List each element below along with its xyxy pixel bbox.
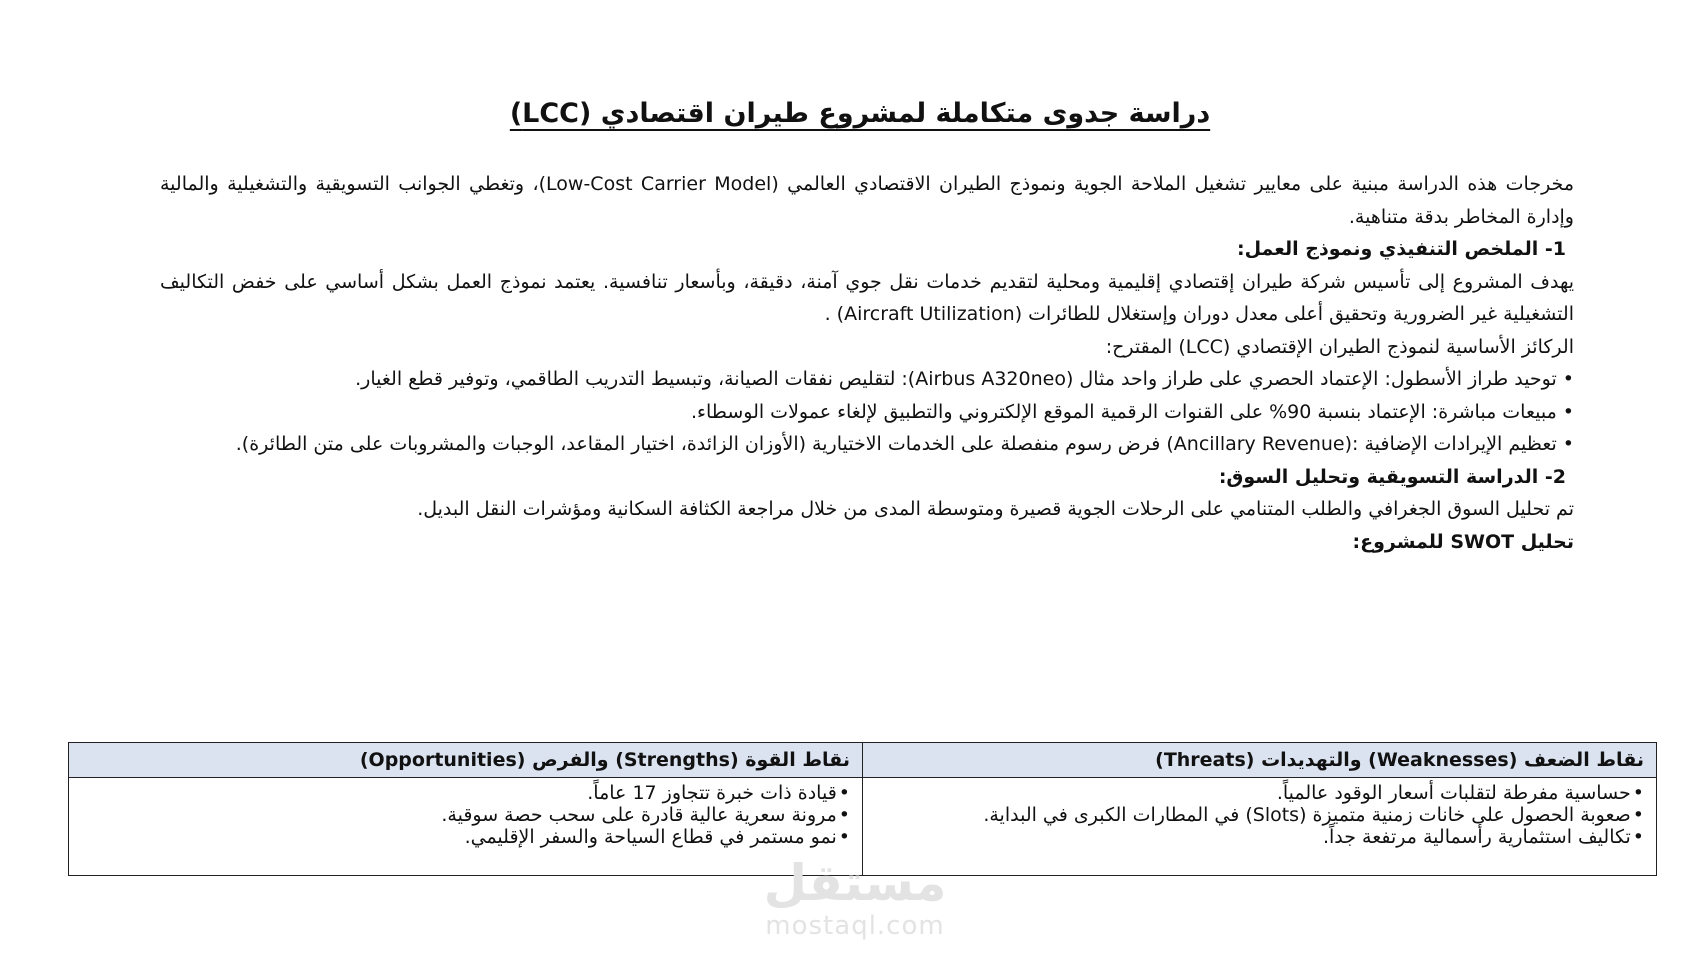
swot-body-row (69, 778, 1657, 876)
weakness-item: • تكاليف استثمارية رأسمالية مرتفعة جداً. (875, 826, 1644, 848)
section-1-paragraph: يهدف المشروع إلى تأسيس شركة طيران إقتصادي إقليمية ومحلية لتقديم خدمات نقل جوي آمنة، دقيقة، وبأسعار تنافسية. يعتمد نموذج العمل بشكل أساسي على خفض التكاليف التشغيلية غير الضرورية وتحقيق أعلى معدل دوران وإستغلال للطائرات (Aircraft Utilization) . (160, 270, 1574, 325)
pillar-item: • توحيد طراز الأسطول: الإعتماد الحصري على طراز واحد مثال (Airbus A320neo): لتقليص نفقات الصيانة، وتبسيط التدريب الطاقمي، وتوفير قطع الغيار. (160, 363, 1574, 396)
weaknesses-cell (863, 778, 1657, 876)
swot-header-row (69, 743, 1657, 778)
weaknesses-list (875, 782, 1644, 848)
section-2-heading: 2- الدراسة التسويقية وتحليل السوق: (1218, 465, 1566, 488)
strength-item: • قيادة ذات خبرة تتجاوز 17 عاماً. (81, 782, 850, 804)
document-title: دراسة جدوى متكاملة لمشروع طيران اقتصادي (LCC) (509, 98, 1211, 129)
swot-heading: تحليل SWOT للمشروع: (1352, 530, 1574, 553)
strength-item: • مرونة سعرية عالية قادرة على سحب حصة سوقية. (81, 804, 850, 826)
pillars-list (160, 363, 1574, 461)
pillar-item: • مبيعات مباشرة: الإعتماد بنسبة 90% على القنوات الرقمية الموقع الإلكتروني والتطبيق لإلغاء عمولات الوسطاء. (160, 396, 1574, 429)
section-2-paragraph: تم تحليل السوق الجغرافي والطلب المتنامي على الرحلات الجوية قصيرة ومتوسطة المدى من خلال مراجعة الكثافة السكانية ومؤشرات النقل البديل. (417, 498, 1574, 520)
document-body (160, 168, 1574, 558)
watermark-logo: مستقل (763, 854, 947, 912)
section-1-heading: 1- الملخص التنفيذي ونموذج العمل: (1236, 238, 1566, 260)
strength-item: • نمو مستمر في قطاع السياحة والسفر الإقليمي. (81, 826, 850, 848)
pillar-item: • تعظيم الإيرادات الإضافية :(Ancillary Revenue) فرض رسوم منفصلة على الخدمات الاختيارية (الأوزان الزائدة، اختيار المقاعد، الوجبات والمشروبات على متن الطائرة). (160, 428, 1574, 461)
weakness-item: • صعوبة الحصول على خانات زمنية متميزة (Slots) في المطارات الكبرى في البداية. (875, 804, 1644, 826)
watermark-domain: mostaql.com (765, 911, 945, 941)
weaknesses-header: نقاط الضعف (Weaknesses) والتهديدات (Threats) (863, 743, 1657, 778)
swot-table (68, 742, 1657, 876)
strengths-header: نقاط القوة (Strengths) والفرص (Opportunities) (69, 743, 863, 778)
weakness-item: • حساسية مفرطة لتقلبات أسعار الوقود عالمياً. (875, 782, 1644, 804)
intro-paragraph: مخرجات هذه الدراسة مبنية على معايير تشغيل الملاحة الجوية ونموذج الطيران الاقتصادي العالمي (Low-Cost Carrier Model)، وتغطي الجوانب التسويقية والتشغيلية والمالية وإدارة المخاطر بدقة متناهية. (160, 173, 1574, 228)
strengths-list (81, 782, 850, 848)
strengths-cell (69, 778, 863, 876)
pillars-intro: الركائز الأساسية لنموذج الطيران الإقتصادي (LCC) المقترح: (1105, 335, 1574, 358)
